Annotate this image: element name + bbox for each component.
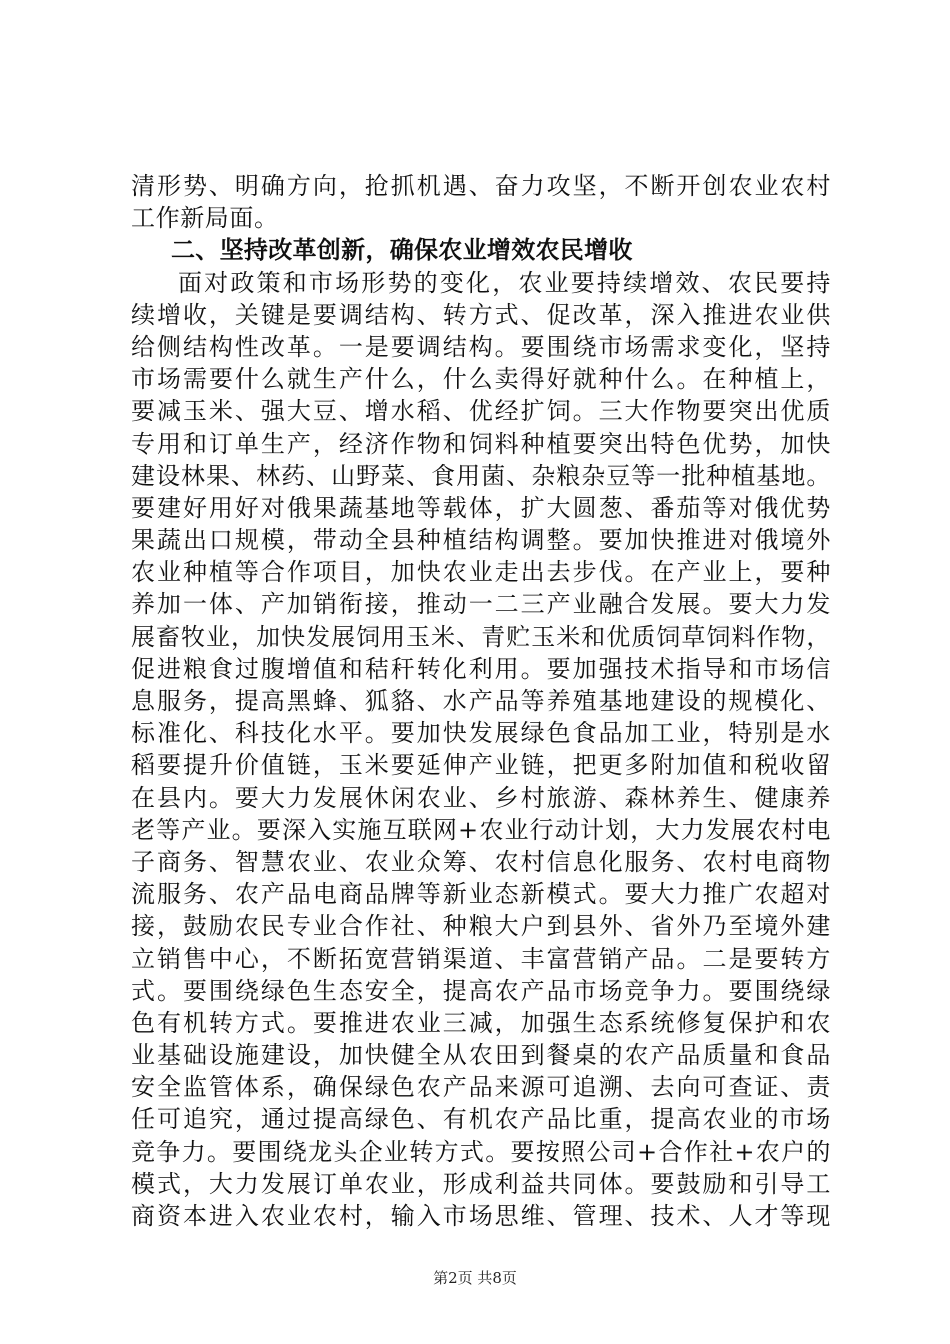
paragraph-line: 养加一体、产加销衔接，推动一二三产业融合发展。要大力发 (131, 590, 831, 619)
paragraph-line: 色有机转方式。要推进农业三减，加强生态系统修复保护和农 (131, 1008, 831, 1037)
paragraph-line: 给侧结构性改革。一是要调结构。要围绕市场需求变化，坚持 (131, 332, 831, 361)
page-number-footer: 第2页 共8页 (433, 1269, 517, 1287)
text-line: 清形势、明确方向，抢抓机遇、奋力攻坚，不断开创农业农村 (131, 172, 831, 200)
section-heading: 二、坚持改革创新，确保农业增效农民增收 (171, 236, 633, 265)
paragraph-line: 在县内。要大力发展休闲农业、乡村旅游、森林养生、健康养 (131, 783, 831, 812)
paragraph-line: 标准化、科技化水平。要加快发展绿色食品加工业，特别是水 (131, 719, 831, 748)
paragraph-line: 建设林果、林药、山野菜、食用菌、杂粮杂豆等一批种植基地。 (131, 461, 831, 490)
paragraph-first-line: 面对政策和市场形势的变化，农业要持续增效、农民要持 (178, 268, 831, 297)
paragraph-line: 老等产业。要深入实施互联网+农业行动计划，大力发展农村电 (131, 815, 831, 844)
document-body (131, 170, 831, 1232)
paragraph-line: 模式，大力发展订单农业，形成利益共同体。要鼓励和引导工 (131, 1169, 831, 1198)
paragraph-line: 安全监管体系，确保绿色农产品来源可追溯、去向可查证、责 (131, 1073, 831, 1102)
paragraph-line: 商资本进入农业农村，输入市场思维、管理、技术、人才等现 (131, 1202, 831, 1230)
paragraph-line: 式。要围绕绿色生态安全，提高农产品市场竞争力。要围绕绿 (131, 976, 831, 1005)
paragraph-line: 流服务、农产品电商品牌等新业态新模式。要大力推广农超对 (131, 880, 831, 909)
paragraph-line: 续增收，关键是要调结构、转方式、促改革，深入推进农业供 (131, 300, 831, 329)
paragraph-line: 要建好用好对俄果蔬基地等载体，扩大圆葱、番茄等对俄优势 (131, 493, 831, 522)
paragraph-line: 农业种植等合作项目，加快农业走出去步伐。在产业上，要种 (131, 558, 831, 587)
paragraph-line: 子商务、智慧农业、农业众筹、农村信息化服务、农村电商物 (131, 847, 831, 876)
paragraph-line: 专用和订单生产，经济作物和饲料种植要突出特色优势，加快 (131, 429, 831, 458)
paragraph-line: 接，鼓励农民专业合作社、种粮大户到县外、省外乃至境外建 (131, 912, 831, 941)
paragraph-line: 要减玉米、强大豆、增水稻、优经扩饲。三大作物要突出优质 (131, 397, 831, 426)
paragraph-line: 立销售中心，不断拓宽营销渠道、丰富营销产品。二是要转方 (131, 944, 831, 973)
paragraph-line: 果蔬出口规模，带动全县种植结构调整。要加快推进对俄境外 (131, 526, 831, 555)
paragraph-line: 市场需要什么就生产什么，什么卖得好就种什么。在种植上， (131, 365, 831, 394)
paragraph-line: 展畜牧业，加快发展饲用玉米、青贮玉米和优质饲草饲料作物， (131, 622, 831, 651)
paragraph-line: 业基础设施建设，加快健全从农田到餐桌的农产品质量和食品 (131, 1041, 831, 1070)
paragraph-line: 任可追究，通过提高绿色、有机农产品比重，提高农业的市场 (131, 1105, 831, 1134)
paragraph-line: 促进粮食过腹增值和秸秆转化利用。要加强技术指导和市场信 (131, 654, 831, 683)
text-line: 工作新局面。 (131, 204, 279, 233)
paragraph-line: 竞争力。要围绕龙头企业转方式。要按照公司+合作社+农户的 (131, 1137, 831, 1166)
paragraph-line: 稻要提升价值链，玉米要延伸产业链，把更多附加值和税收留 (131, 751, 831, 780)
paragraph-line: 息服务，提高黑蜂、狐貉、水产品等养殖基地建设的规模化、 (131, 687, 831, 715)
